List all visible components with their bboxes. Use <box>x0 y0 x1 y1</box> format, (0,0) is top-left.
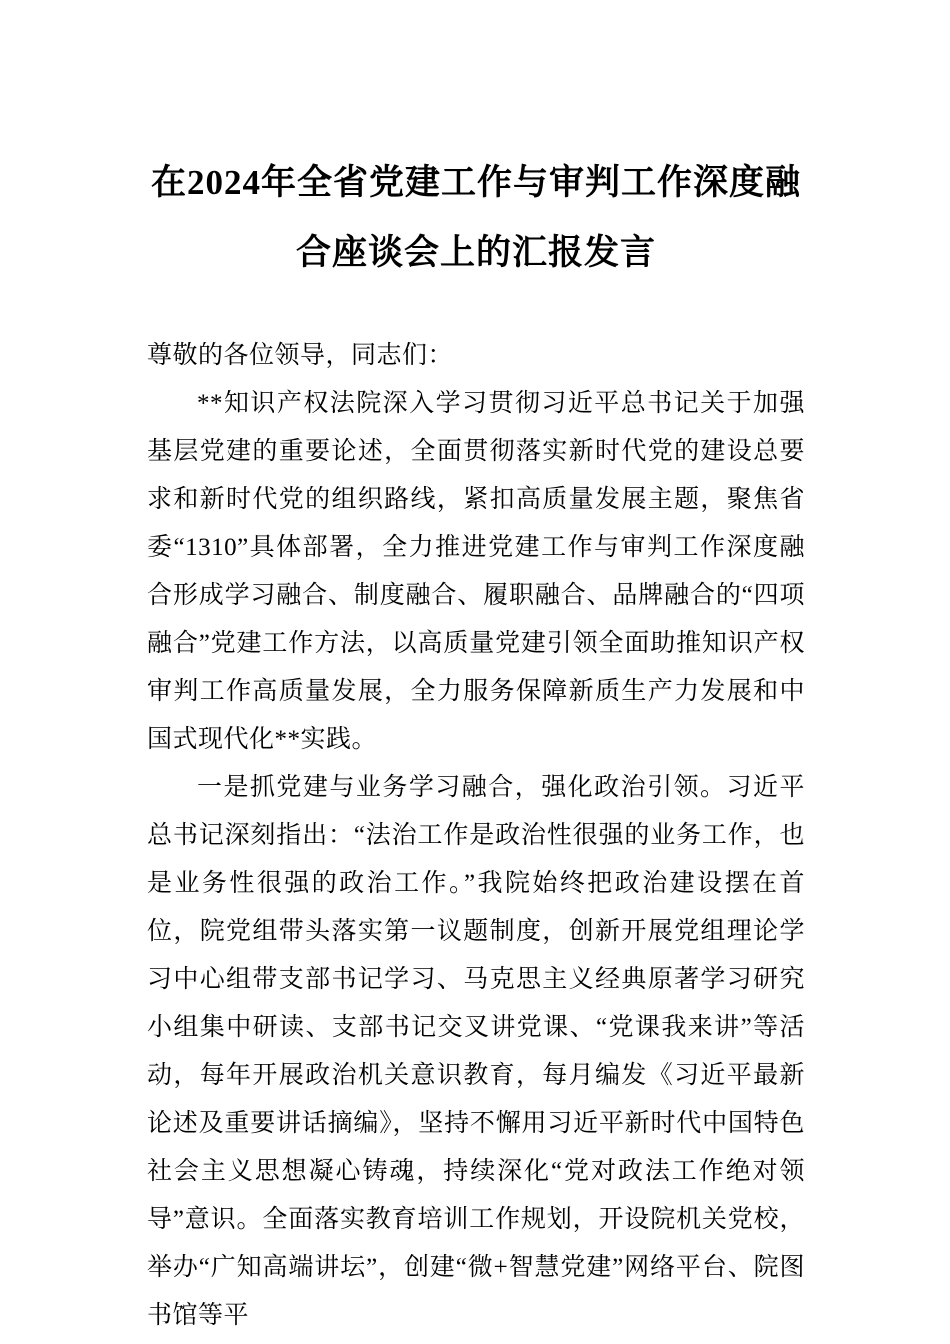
salutation-paragraph: 尊敬的各位领导，同志们： <box>147 342 454 369</box>
body-paragraph-intro: **知识产权法院深入学习贯彻习近平总书记关于加强基层党建的重要论述，全面贯彻落实新时代党的建设总要求和新时代党的组织路线，紧扣高质量发展主题，聚焦省委“1310”具体部署，全力推进党建工作与审判工作深度融合形成学习融合、制度融合、履职融合、品牌融合的“四项融合”党建工作方法，以高质量党建引领全面助推知识产权审判工作高质量发展，全力服务保障新质生产力发展和中国式现代化**实践。 <box>147 390 805 753</box>
document-title: 在2024年全省党建工作与审判工作深度融合座谈会上的汇报发言 <box>150 163 801 272</box>
body-paragraph-point-one: 一是抓党建与业务学习融合，强化政治引领。习近平总书记深刻指出：“法治工作是政治性很强的业务工作，也是业务性很强的政治工作。”我院始终把政治建设摆在首位，院党组带头落实第一议题制度，创新开展党组理论学习中心组带支部书记学习、马克思主义经典原著学习研究小组集中研读、支部书记交叉讲党课、“党课我来讲”等活动，每年开展政治机关意识教育，每月编发《习近平最新论述及重要讲话摘编》，坚持不懈用习近平新时代中国特色社会主义思想凝心铸魂，持续深化“党对政法工作绝对领导”意识。全面落实教育培训工作规划，开设院机关党校，举办“广知高端讲坛”，创建“微+智慧党建”网络平台、院图书馆等平 <box>147 774 805 1329</box>
